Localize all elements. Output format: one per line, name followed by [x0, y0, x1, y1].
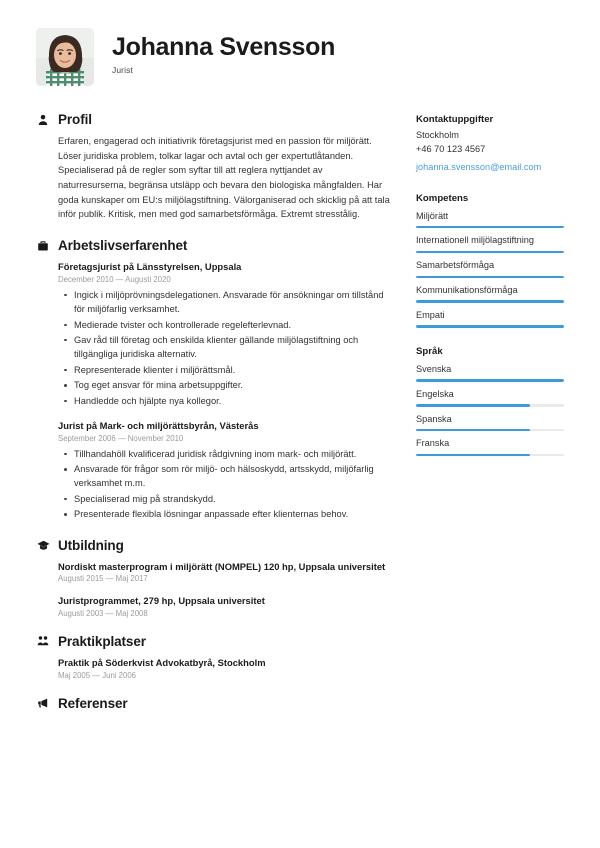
experience-entry: [58, 260, 398, 408]
resume-body: [36, 112, 564, 727]
languages-title: Språk: [416, 345, 443, 357]
language-bar-fill: [416, 379, 564, 382]
skill-label: Internationell miljölagstiftning: [416, 235, 534, 246]
section-body: [36, 560, 398, 618]
section-profile: [36, 112, 398, 222]
entry-date: December 2010 — Augusti 2020: [58, 274, 171, 284]
main-column: [36, 112, 398, 727]
language-label: Engelska: [416, 388, 454, 399]
language-item: [416, 363, 564, 382]
list-item: Tog eget ansvar för mina arbetsuppgifter.: [74, 378, 392, 392]
skill-bar-fill: [416, 251, 564, 254]
megaphone-icon: [36, 696, 50, 710]
skill-bar: [416, 276, 564, 279]
entry-title: Nordiskt masterprogram i miljörätt (NOMPEL) 120 hp, Uppsala universitet: [58, 560, 386, 572]
section-header: [36, 238, 398, 253]
skill-bar: [416, 300, 564, 303]
language-bar: [416, 379, 564, 382]
section-education: [36, 538, 398, 618]
section-title: Referenser: [58, 695, 128, 711]
language-bar: [416, 429, 564, 432]
sidebar: [416, 112, 564, 474]
section-body: [36, 260, 398, 522]
list-item: Presenterade flexibla lösningar anpassade efter klienternas behov.: [74, 507, 392, 521]
header-text: [112, 28, 335, 75]
skill-bar-fill: [416, 276, 564, 279]
user-icon: [36, 113, 50, 127]
contact-phone: +46 70 123 4567: [416, 143, 486, 154]
language-bar-fill: [416, 429, 530, 432]
skill-item: [416, 210, 564, 229]
section-experience: [36, 238, 398, 522]
skills-block: [416, 193, 564, 328]
skill-bar: [416, 251, 564, 254]
entry-title: Praktik på Söderkvist Advokatbyrå, Stockholm: [58, 656, 266, 668]
entry-bullets: [58, 447, 398, 522]
section-header: [36, 696, 398, 711]
contact-email-link[interactable]: johanna.svensson@email.com: [416, 161, 542, 172]
entry-date: September 2006 — November 2010: [58, 433, 184, 443]
users-icon: [36, 634, 50, 648]
experience-entry: [58, 419, 398, 522]
skill-bar-fill: [416, 226, 564, 229]
language-bar-fill: [416, 454, 530, 457]
list-item: Ansvarade för frågor som rör miljö- och hälsoskydd, artsskydd, miljöfarlig verksamhet m.m.: [74, 462, 392, 491]
portrait-photo-icon: [36, 28, 94, 86]
section-header: [36, 112, 398, 127]
list-item: Medierade tvister och kontrollerade regelefterlevnad.: [74, 318, 392, 332]
contact-title: Kontaktuppgifter: [416, 114, 494, 125]
skills-title: Kompetens: [416, 192, 469, 204]
section-internships: [36, 634, 398, 680]
contact-city: Stockholm: [416, 130, 459, 140]
section-body: [36, 134, 398, 222]
section-title: Praktikplatser: [58, 633, 146, 649]
section-title: Profil: [58, 112, 92, 127]
language-label: Spanska: [416, 413, 452, 424]
entry-bullets: [58, 288, 398, 408]
list-item: Specialiserad mig på strandskydd.: [74, 492, 392, 506]
skill-bar-fill: [416, 325, 564, 328]
education-entry: [58, 560, 398, 584]
skill-label: Empati: [416, 309, 445, 320]
job-title: Jurist: [112, 65, 133, 76]
list-item: Representerade klienter i miljörättsmål.: [74, 363, 392, 377]
internship-entry: [58, 656, 398, 680]
entry-date: Maj 2005 — Juni 2006: [58, 670, 137, 680]
list-item: Gav råd till företag och enskilda klienter gällande miljölagstiftning och tillgängliga juridiska alternativ.: [74, 333, 392, 362]
entry-title: Företagsjurist på Länsstyrelsen, Uppsala: [58, 261, 242, 273]
skill-label: Samarbetsförmåga: [416, 260, 495, 271]
section-header: [36, 634, 398, 649]
list-item: Tillhandahöll kvalificerad juridisk rådgivning inom mark- och miljörätt.: [74, 447, 392, 461]
language-item: [416, 437, 564, 456]
entry-title: Jurist på Mark- och miljörättsbyrån, Västerås: [58, 420, 259, 431]
skill-bar: [416, 325, 564, 328]
entry-title: Juristprogrammet, 279 hp, Uppsala universitet: [58, 595, 265, 607]
list-item: Handledde och hjälpte nya kollegor.: [74, 394, 392, 408]
skill-item: [416, 309, 564, 328]
language-label: Svenska: [416, 363, 452, 374]
briefcase-icon: [36, 239, 50, 253]
section-title: Arbetslivserfarenhet: [58, 238, 188, 254]
skill-bar-fill: [416, 300, 564, 303]
entry-date: Augusti 2003 — Maj 2008: [58, 608, 148, 618]
entry-date: Augusti 2015 — Maj 2017: [58, 574, 148, 584]
skill-label: Miljörätt: [416, 210, 449, 221]
graduation-cap-icon: [36, 538, 50, 552]
language-label: Franska: [416, 438, 450, 449]
profile-text: Erfaren, engagerad och initiativrik företagsjurist med en passion för miljörätt. Löser juridiska problem, tolkar lagar och avtal och ger expertutlåtanden. Specialiserad på de regler som syftar till att reglera nyttjandet av naturresurserna, begränsa utsläpp och bevara den biologiska mångfalden. Har goda kunskaper om EU:s miljölagstiftning. Välorganiserad och skicklig på att tala inför publik. Kritisk, men med god samarbetsförmåga. Extremt stresstålig.: [58, 136, 390, 220]
education-entry: [58, 594, 398, 618]
language-item: [416, 413, 564, 432]
list-item: Ingick i miljöprövningsdelegationen. Ansvarade för ansökningar om tillstånd för miljöfarlig verksamhet.: [74, 288, 392, 317]
skill-label: Kommunikationsförmåga: [416, 285, 518, 296]
page-title: Johanna Svensson: [112, 33, 336, 61]
contact-block: [416, 114, 564, 175]
language-item: [416, 388, 564, 407]
skill-item: [416, 234, 564, 253]
section-body: [36, 656, 398, 680]
skill-item: [416, 284, 564, 303]
skill-item: [416, 259, 564, 278]
skill-bar: [416, 226, 564, 229]
language-bar-fill: [416, 404, 530, 407]
resume-header: [36, 28, 564, 86]
section-header: [36, 538, 398, 553]
language-bar: [416, 404, 564, 407]
languages-block: [416, 346, 564, 456]
language-bar: [416, 454, 564, 457]
avatar: [36, 28, 94, 86]
section-references: [36, 696, 398, 711]
section-title: Utbildning: [58, 537, 124, 553]
